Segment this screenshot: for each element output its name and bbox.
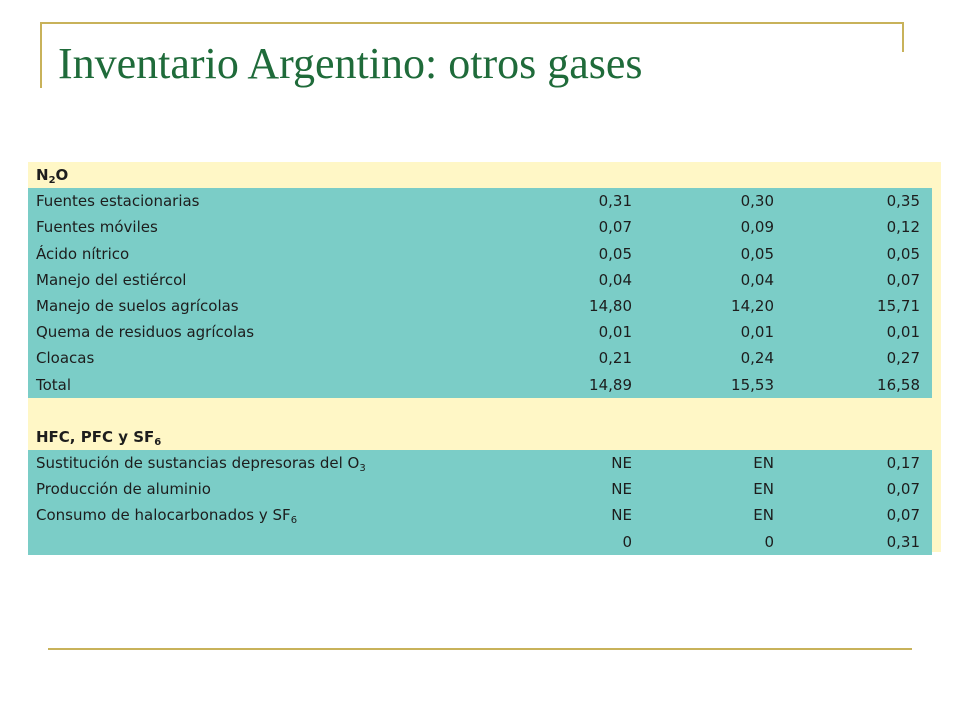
table-row (28, 319, 932, 345)
table-row (28, 450, 932, 476)
row-value-3: 0,12 (774, 214, 932, 240)
row-value-3: 0,07 (774, 267, 932, 293)
row-label: Fuentes estacionarias (28, 188, 512, 214)
n2o-header-label (28, 162, 932, 188)
row-value-1: 14,89 (512, 372, 632, 398)
row-label-text: Producción de aluminio (36, 480, 211, 499)
row-value-1: 0 (512, 528, 632, 554)
row-label: Total (28, 372, 512, 398)
hfc-header-prefix: HFC, PFC y SF (36, 427, 155, 446)
row-value-1: 14,80 (512, 293, 632, 319)
n2o-header-prefix: N (36, 166, 49, 185)
row-value-2: EN (632, 450, 774, 476)
row-label-text: Consumo de halocarbonados y SF (36, 506, 291, 525)
hfc-section-header (28, 424, 932, 450)
row-value-1: 0,07 (512, 214, 632, 240)
row-value-2: 0,30 (632, 188, 774, 214)
row-value-3: 16,58 (774, 372, 932, 398)
row-value-1: NE (512, 476, 632, 502)
row-label: Fuentes móviles (28, 214, 512, 240)
hfc-header-subscript: 6 (154, 436, 162, 448)
row-value-3: 0,35 (774, 188, 932, 214)
n2o-header-subscript: 2 (48, 175, 56, 187)
row-label (28, 528, 512, 554)
row-value-1: NE (512, 450, 632, 476)
table-row (28, 241, 932, 267)
row-value-2: EN (632, 502, 774, 528)
table-row (28, 267, 932, 293)
spacer-cell (28, 398, 932, 424)
row-label: Manejo de suelos agrícolas (28, 293, 512, 319)
row-value-2: 14,20 (632, 293, 774, 319)
table-row-total (28, 372, 932, 398)
top-rule (40, 22, 904, 24)
row-value-3: 0,07 (774, 476, 932, 502)
slide-title: Inventario Argentino: otros gases (58, 39, 643, 88)
n2o-section-header (28, 162, 932, 188)
row-label (28, 476, 512, 502)
row-label-subscript: 3 (359, 462, 366, 474)
row-value-2: 0,01 (632, 319, 774, 345)
n2o-header-suffix: O (55, 166, 69, 185)
row-label: Cloacas (28, 345, 512, 371)
row-value-2: 0,24 (632, 345, 774, 371)
row-label: Manejo del estiércol (28, 267, 512, 293)
table-row (28, 345, 932, 371)
row-value-3: 15,71 (774, 293, 932, 319)
row-label-text: Sustitución de sustancias depresoras del O (36, 453, 360, 472)
row-label: Ácido nítrico (28, 241, 512, 267)
row-value-2: 0,05 (632, 241, 774, 267)
hfc-header-label (28, 424, 932, 450)
row-label (28, 502, 512, 528)
row-value-3: 0,17 (774, 450, 932, 476)
row-label: Quema de residuos agrícolas (28, 319, 512, 345)
row-value-3: 0,05 (774, 241, 932, 267)
table-row (28, 214, 932, 240)
row-value-3: 0,07 (774, 502, 932, 528)
bottom-rule (48, 648, 912, 650)
right-rule (902, 22, 904, 52)
table-row-total (28, 528, 932, 554)
table-row (28, 476, 932, 502)
table-row (28, 188, 932, 214)
row-value-3: 0,31 (774, 528, 932, 554)
table-row (28, 293, 932, 319)
row-value-1: 0,05 (512, 241, 632, 267)
row-value-1: NE (512, 502, 632, 528)
table-spacer-row (28, 398, 932, 424)
row-value-1: 0,04 (512, 267, 632, 293)
row-value-1: 0,21 (512, 345, 632, 371)
row-value-2: 0,09 (632, 214, 774, 240)
emissions-table (28, 162, 932, 555)
emissions-table-container (28, 162, 941, 552)
row-value-1: 0,01 (512, 319, 632, 345)
row-value-3: 0,27 (774, 345, 932, 371)
row-value-2: EN (632, 476, 774, 502)
row-label-subscript: 6 (290, 515, 298, 527)
left-rule (40, 22, 42, 88)
row-value-2: 15,53 (632, 372, 774, 398)
row-value-3: 0,01 (774, 319, 932, 345)
row-value-2: 0,04 (632, 267, 774, 293)
row-value-1: 0,31 (512, 188, 632, 214)
table-row (28, 502, 932, 528)
row-label (28, 450, 512, 476)
row-value-2: 0 (632, 528, 774, 554)
